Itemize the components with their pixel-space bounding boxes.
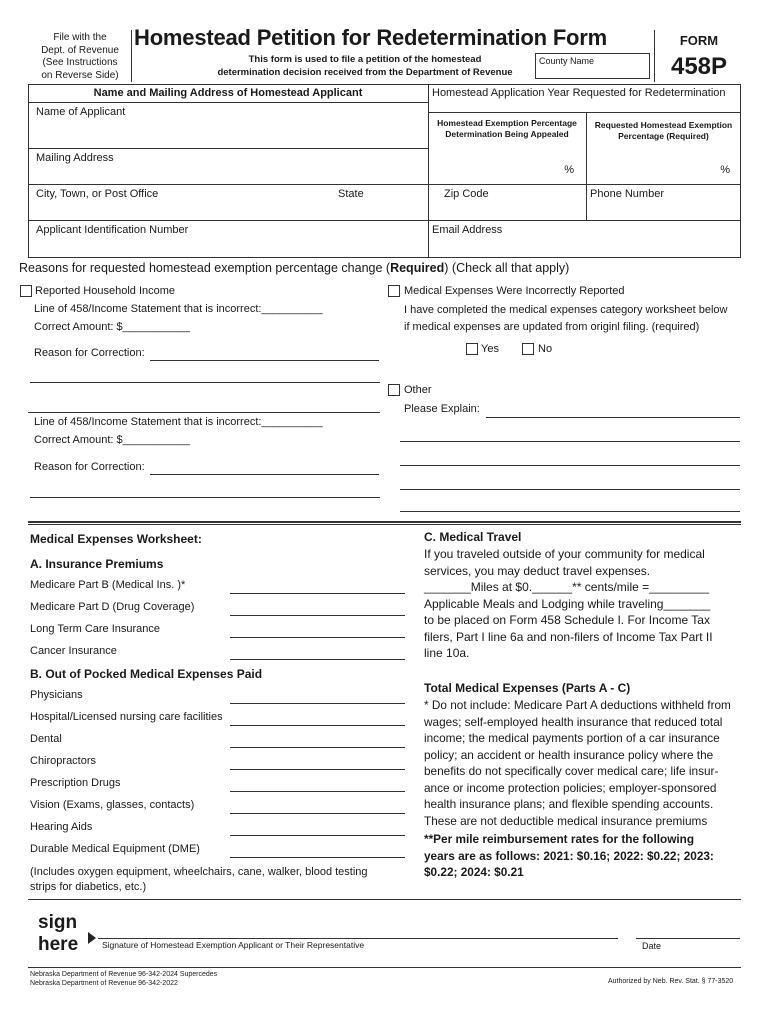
insurance-item-amount-field[interactable]	[230, 637, 405, 638]
exemption-requested-field[interactable]	[588, 150, 740, 182]
insurance-item-label: Medicare Part B (Medical Ins. )*	[30, 579, 186, 591]
expense-item-label: Prescription Drugs	[30, 777, 121, 789]
exemption-top-rule	[428, 112, 741, 113]
insurance-item-amount-field[interactable]	[230, 659, 405, 660]
id-rule	[28, 220, 741, 221]
exemption-divider	[586, 112, 587, 184]
signature-field[interactable]	[98, 938, 618, 939]
date-field[interactable]	[636, 938, 740, 939]
yes-label: Yes	[481, 343, 499, 355]
exemption-requested-label: Requested Homestead Exemption Percentage (Required)	[594, 120, 733, 141]
form-number: 458P	[670, 53, 728, 80]
line-incorrect-label-2: Line of 458/Income Statement that is incorrect:__________	[34, 416, 323, 428]
applicant-section-title: Name and Mailing Address of Homestead Applicant	[93, 87, 363, 99]
yes-checkbox[interactable]	[466, 343, 478, 355]
expense-item-amount-field[interactable]	[230, 835, 405, 836]
header-divider-left	[131, 30, 132, 82]
exemption-appealed-label: Homestead Exemption Percentage Determination Being Appealed	[437, 118, 577, 139]
footer-left: Nebraska Department of Revenue 96-342-2024 Supercedes Nebraska Department of Revenue 96-342-2022	[30, 971, 218, 987]
zip-divider	[586, 184, 587, 220]
footer-rule	[28, 967, 741, 968]
household-income-label: Reported Household Income	[35, 285, 176, 297]
email-label: Email Address	[432, 224, 503, 236]
section-title-rule	[28, 102, 428, 103]
insurance-item-label: Long Term Care Insurance	[30, 623, 161, 635]
explain-field-5[interactable]	[400, 511, 740, 512]
county-name-field[interactable]	[535, 53, 650, 79]
mailing-rule	[28, 148, 428, 149]
percent-sign: %	[564, 164, 574, 176]
applicant-id-field[interactable]	[30, 222, 426, 256]
reason-correction-label: Reason for Correction:	[34, 347, 145, 359]
mileage-rates-text: **Per mile reimbursement rates for the following years are as follows: 2021: $0.16; 2022: $0.22; 2023: $0.22; 2024: $0.21	[424, 832, 714, 879]
explain-field-4[interactable]	[400, 489, 740, 490]
city-label: City, Town, or Post Office	[36, 188, 159, 200]
medical-worksheet-text-2: if medical expenses are updated from originl filing. (required)	[404, 321, 700, 333]
reasons-heading: Reasons for requested homestead exemption percentage change (Required) (Check all that apply)	[19, 261, 570, 275]
household-income-checkbox[interactable]	[20, 285, 32, 297]
city-field[interactable]	[30, 186, 426, 218]
expense-item-label: Dental	[30, 733, 62, 745]
phone-field[interactable]	[588, 186, 740, 218]
expense-item-amount-field[interactable]	[230, 769, 405, 770]
sign-arrow-icon	[88, 932, 96, 944]
reason-correction-field-3[interactable]	[150, 474, 379, 475]
page-title: Homestead Petition for Redetermination Form	[134, 25, 608, 50]
expense-item-amount-field[interactable]	[230, 703, 405, 704]
expense-item-amount-field[interactable]	[230, 857, 405, 858]
other-checkbox[interactable]	[388, 384, 400, 396]
reason-correction-field[interactable]	[150, 360, 379, 361]
expense-item-label: Hearing Aids	[30, 821, 93, 833]
expense-item-label: Physicians	[30, 689, 83, 701]
out-of-pocket-title: B. Out of Pocked Medical Expenses Paid	[30, 667, 263, 681]
year-section-title: Homestead Application Year Requested for Redetermination	[432, 87, 726, 99]
correct-amount-label: Correct Amount: $___________	[34, 321, 190, 333]
percent-sign: %	[720, 164, 730, 176]
income-rule-2	[28, 412, 380, 413]
expense-item-label: Vision (Exams, glasses, contacts)	[30, 799, 195, 811]
expense-item-amount-field[interactable]	[230, 791, 405, 792]
footer-right: Authorized by Neb. Rev. Stat. § 77-3520	[608, 978, 734, 985]
id-divider	[428, 220, 429, 258]
city-rule	[28, 184, 741, 185]
insurance-item-amount-field[interactable]	[230, 615, 405, 616]
expense-item-amount-field[interactable]	[230, 725, 405, 726]
file-with-note: File with the Dept. of Revenue (See Instructions on Reverse Side)	[41, 32, 119, 81]
reason-correction-field-4[interactable]	[30, 497, 380, 498]
insurance-item-amount-field[interactable]	[230, 593, 405, 594]
signature-top-rule	[28, 899, 741, 900]
zip-field[interactable]	[430, 186, 584, 218]
mailing-address-field[interactable]	[30, 150, 426, 184]
exemption-appealed-field[interactable]	[430, 150, 584, 182]
medical-worksheet-text: I have completed the medical expenses category worksheet below	[404, 304, 728, 316]
name-of-applicant-field[interactable]	[30, 104, 426, 148]
total-medical-text: * Do not include: Medicare Part A deductions withheld from wages; self-employed health insurance that reduced total income; the medical payments portion of a car insurance policy; an accident or health insurance policy where the benefits do not specifically cover medical care; life insur- ance or income protection policies; employer-sponsored health insurance plans; and flexible spending accounts. These are not deductible medical insurance premiums	[424, 698, 731, 828]
line-incorrect-label: Line of 458/Income Statement that is incorrect:__________	[34, 303, 323, 315]
expense-item-label: Durable Medical Equipment (DME)	[30, 843, 200, 855]
explain-field-1[interactable]	[486, 417, 740, 418]
medical-travel-title: C. Medical Travel	[424, 530, 522, 544]
applicant-id-label: Applicant Identification Number	[36, 224, 189, 236]
form-label: FORM	[679, 33, 719, 48]
state-label: State	[338, 188, 364, 200]
expense-item-label: Chiropractors	[30, 755, 97, 767]
signature-label: Signature of Homestead Exemption Applicant or Their Representative	[102, 940, 365, 950]
insurance-premiums-title: A. Insurance Premiums	[30, 557, 164, 571]
expense-item-amount-field[interactable]	[230, 813, 405, 814]
reason-correction-field-2[interactable]	[30, 382, 380, 383]
reason-correction-label-2: Reason for Correction:	[34, 461, 145, 473]
medical-travel-text: If you traveled outside of your community for medical services, you may deduct travel expenses. _______Miles at $0.______** cents/mile =_________ Applicable Meals and Lodging while traveling_______ to be placed on Form 458 Schedule I. For Income Tax filers, Part I line 6a and non-filers of Income Tax Part II line 10a.	[424, 547, 713, 660]
medical-expenses-checkbox[interactable]	[388, 285, 400, 297]
expense-item-amount-field[interactable]	[230, 747, 405, 748]
total-medical-title: Total Medical Expenses (Parts A - C)	[424, 681, 631, 695]
mailing-address-label: Mailing Address	[36, 152, 114, 164]
medical-expenses-label: Medical Expenses Were Incorrectly Reported	[404, 285, 625, 297]
please-explain-label: Please Explain:	[404, 403, 480, 415]
explain-field-3[interactable]	[400, 465, 740, 466]
name-of-applicant-label: Name of Applicant	[36, 106, 126, 118]
phone-label: Phone Number	[590, 188, 664, 200]
date-label: Date	[642, 941, 662, 951]
header-divider-right	[654, 30, 655, 82]
correct-amount-label-2: Correct Amount: $___________	[34, 434, 190, 446]
expense-item-label: Hospital/Licensed nursing care facilities	[30, 711, 223, 723]
no-label: No	[538, 343, 553, 355]
insurance-item-label: Medicare Part D (Drug Coverage)	[30, 601, 195, 613]
city-divider	[428, 184, 429, 220]
other-label: Other	[404, 384, 432, 396]
no-checkbox[interactable]	[522, 343, 534, 355]
email-field[interactable]	[430, 222, 740, 256]
dme-note: (Includes oxygen equipment, wheelchairs, cane, walker, blood testing strips for diabetics, etc.)	[30, 866, 368, 893]
zip-label: Zip Code	[444, 188, 489, 200]
sign-here: sign here	[38, 912, 79, 955]
form-subtitle: This form is used to file a petition of the homestead determination decision received from the Department of Revenue	[217, 54, 513, 78]
insurance-item-label: Cancer Insurance	[30, 645, 117, 657]
county-name-label: County Name	[539, 56, 595, 66]
worksheet-title: Medical Expenses Worksheet:	[30, 532, 202, 546]
worksheet-divider	[28, 521, 741, 525]
explain-field-2[interactable]	[400, 441, 740, 442]
